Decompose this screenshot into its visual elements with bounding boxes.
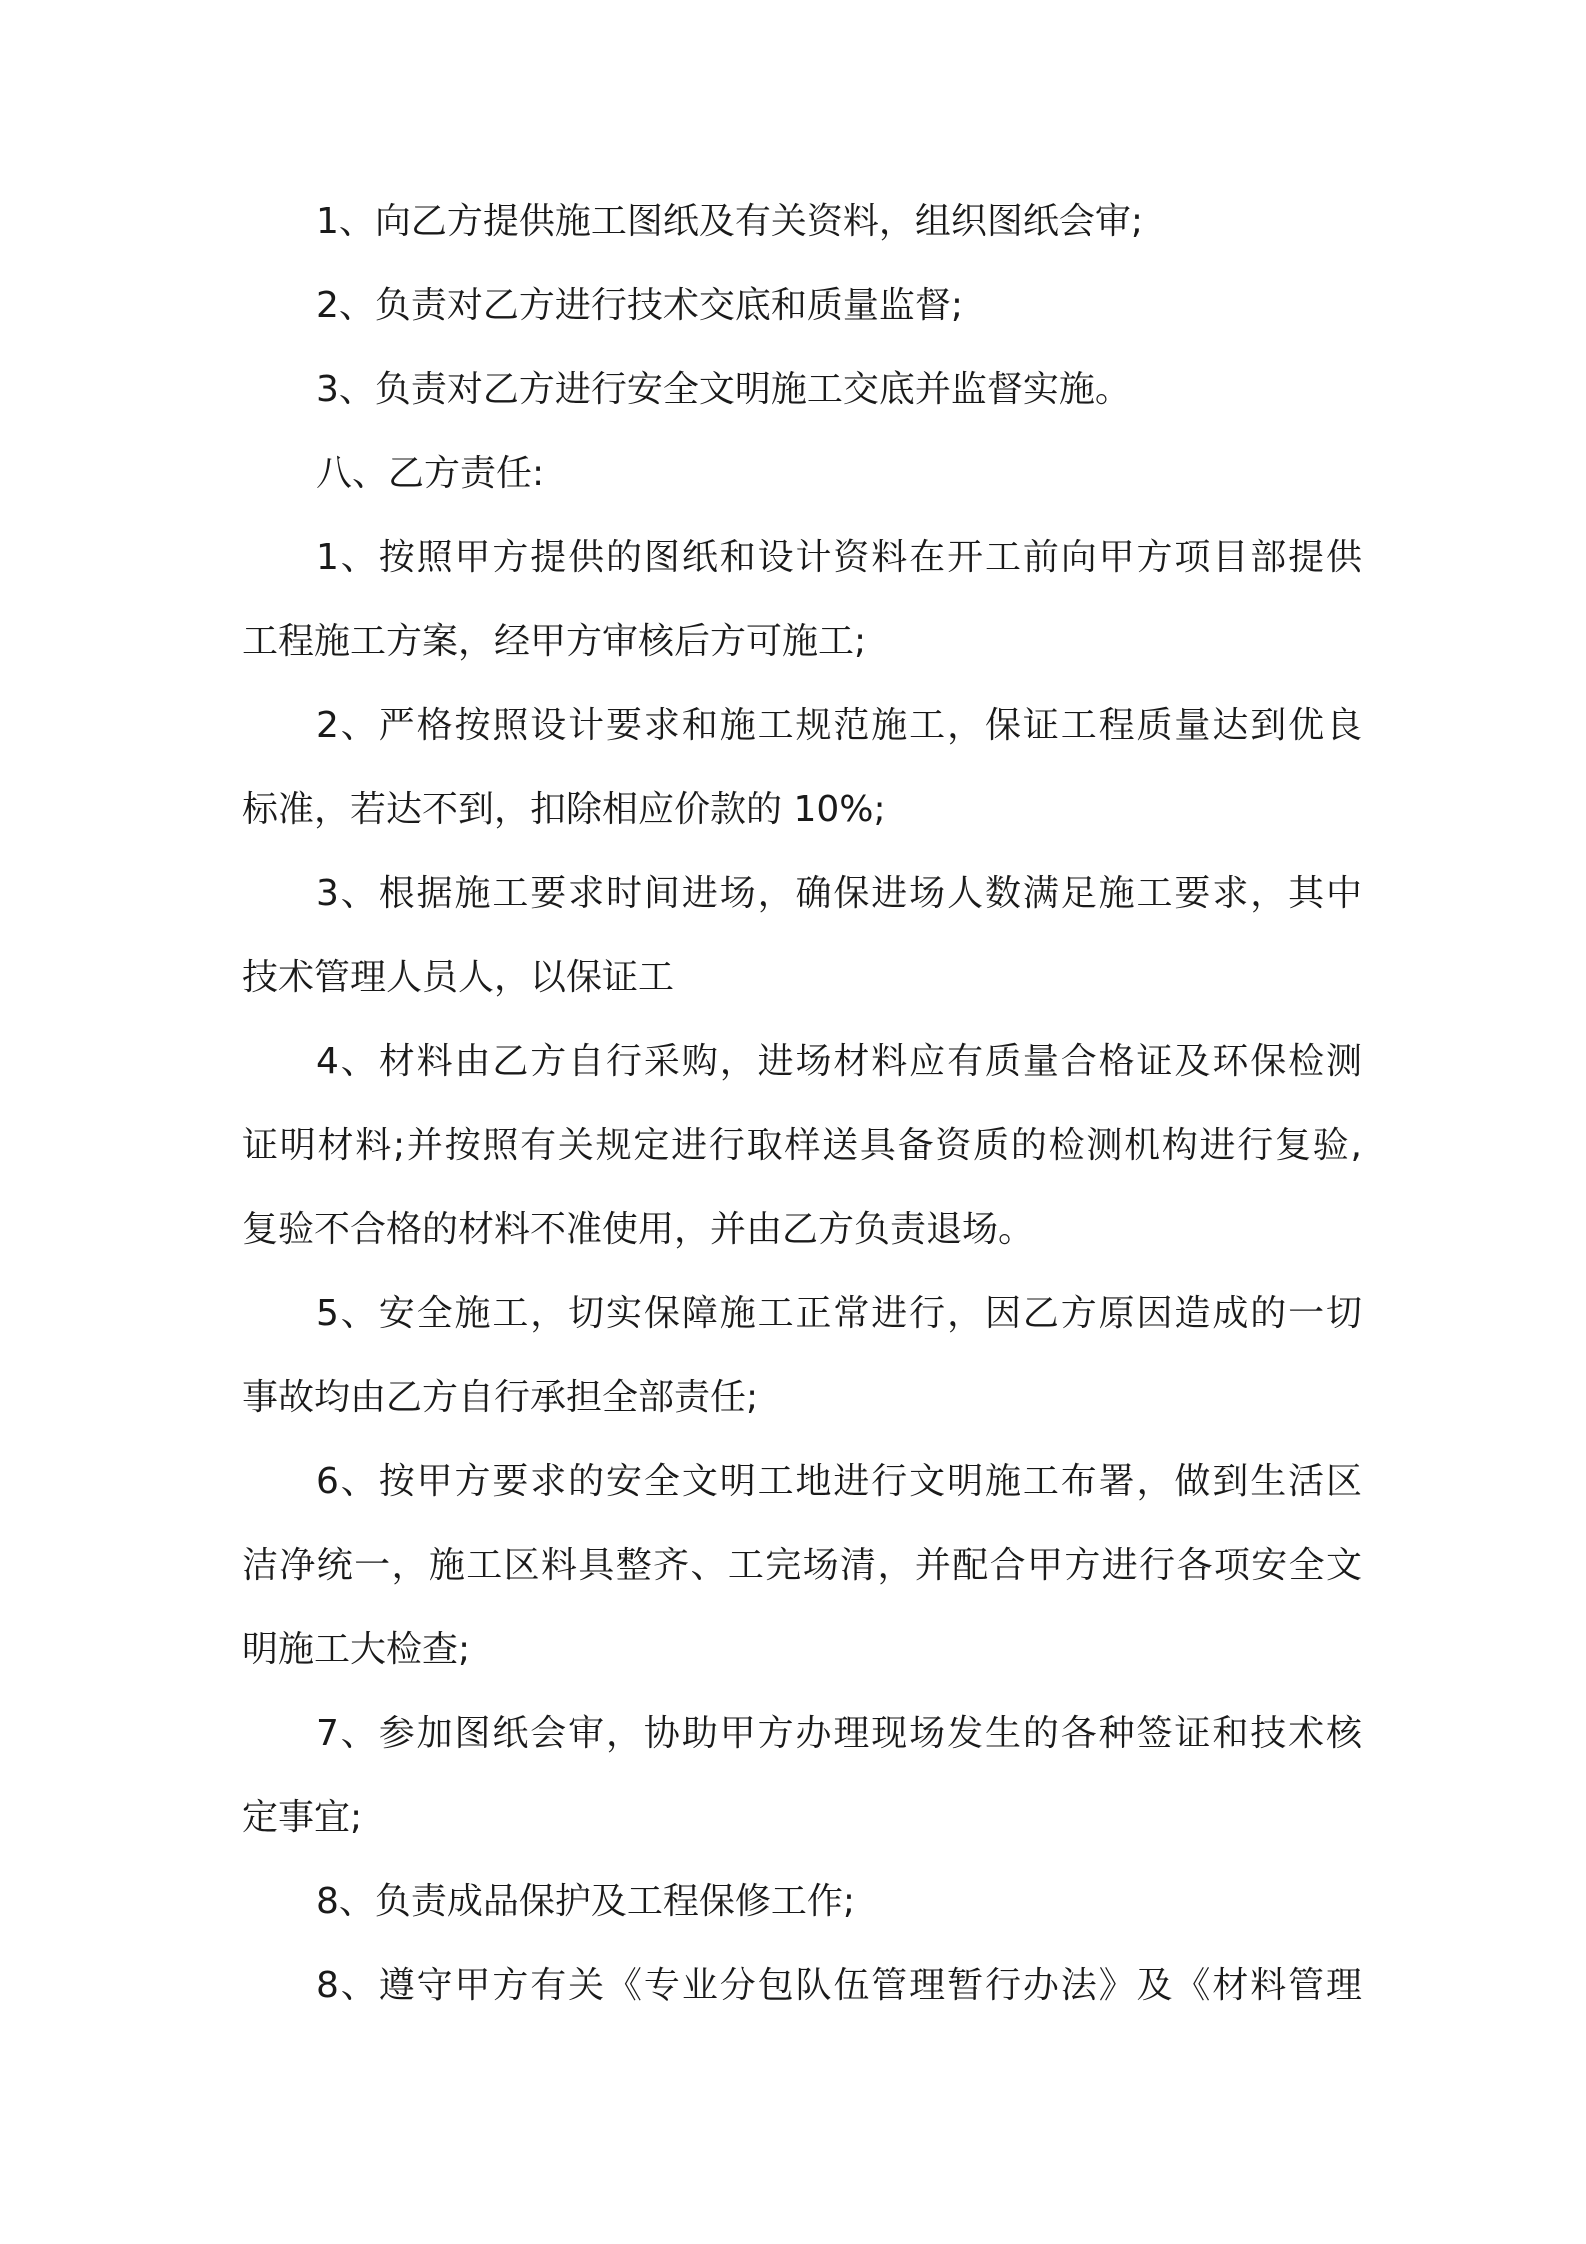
paragraph-line: 5、安全施工，切实保障施工正常进行，因乙方原因造成的一切 xyxy=(316,1293,1362,1334)
paragraph-line: 证明材料;并按照有关规定进行取样送具备资质的检测机构进行复验, xyxy=(242,1125,1362,1166)
paragraph-line: 标准，若达不到，扣除相应价款的 10%; xyxy=(242,789,886,830)
paragraph-line: 2、负责对乙方进行技术交底和质量监督; xyxy=(316,285,964,326)
paragraph-line: 1、按照甲方提供的图纸和设计资料在开工前向甲方项目部提供 xyxy=(316,537,1362,578)
paragraph-line: 6、按甲方要求的安全文明工地进行文明施工布署，做到生活区 xyxy=(316,1461,1362,1502)
paragraph-line: 洁净统一，施工区料具整齐、工完场清，并配合甲方进行各项安全文 xyxy=(242,1545,1362,1586)
paragraph-line: 复验不合格的材料不准使用，并由乙方负责退场。 xyxy=(242,1209,1035,1250)
section-heading: 八、乙方责任: xyxy=(316,453,545,494)
paragraph-line: 明施工大检查; xyxy=(242,1629,471,1670)
paragraph-line: 事故均由乙方自行承担全部责任; xyxy=(242,1377,759,1418)
paragraph-line: 7、参加图纸会审，协助甲方办理现场发生的各种签证和技术核 xyxy=(316,1713,1362,1754)
paragraph-line: 工程施工方案，经甲方审核后方可施工; xyxy=(242,621,867,662)
paragraph-line: 8、负责成品保护及工程保修工作; xyxy=(316,1881,856,1922)
paragraph-line: 8、遵守甲方有关《专业分包队伍管理暂行办法》及《材料管理 xyxy=(316,1965,1362,2006)
paragraph-line: 1、向乙方提供施工图纸及有关资料，组织图纸会审; xyxy=(316,201,1144,242)
paragraph-line: 定事宜; xyxy=(242,1797,363,1838)
paragraph-line: 2、严格按照设计要求和施工规范施工，保证工程质量达到优良 xyxy=(316,705,1362,746)
paragraph-line: 技术管理人员人，以保证工 xyxy=(242,957,675,998)
paragraph-line: 3、负责对乙方进行安全文明施工交底并监督实施。 xyxy=(316,369,1131,410)
paragraph-line: 3、根据施工要求时间进场，确保进场人数满足施工要求，其中 xyxy=(316,873,1362,914)
paragraph-line: 4、材料由乙方自行采购，进场材料应有质量合格证及环保检测 xyxy=(316,1041,1362,1082)
